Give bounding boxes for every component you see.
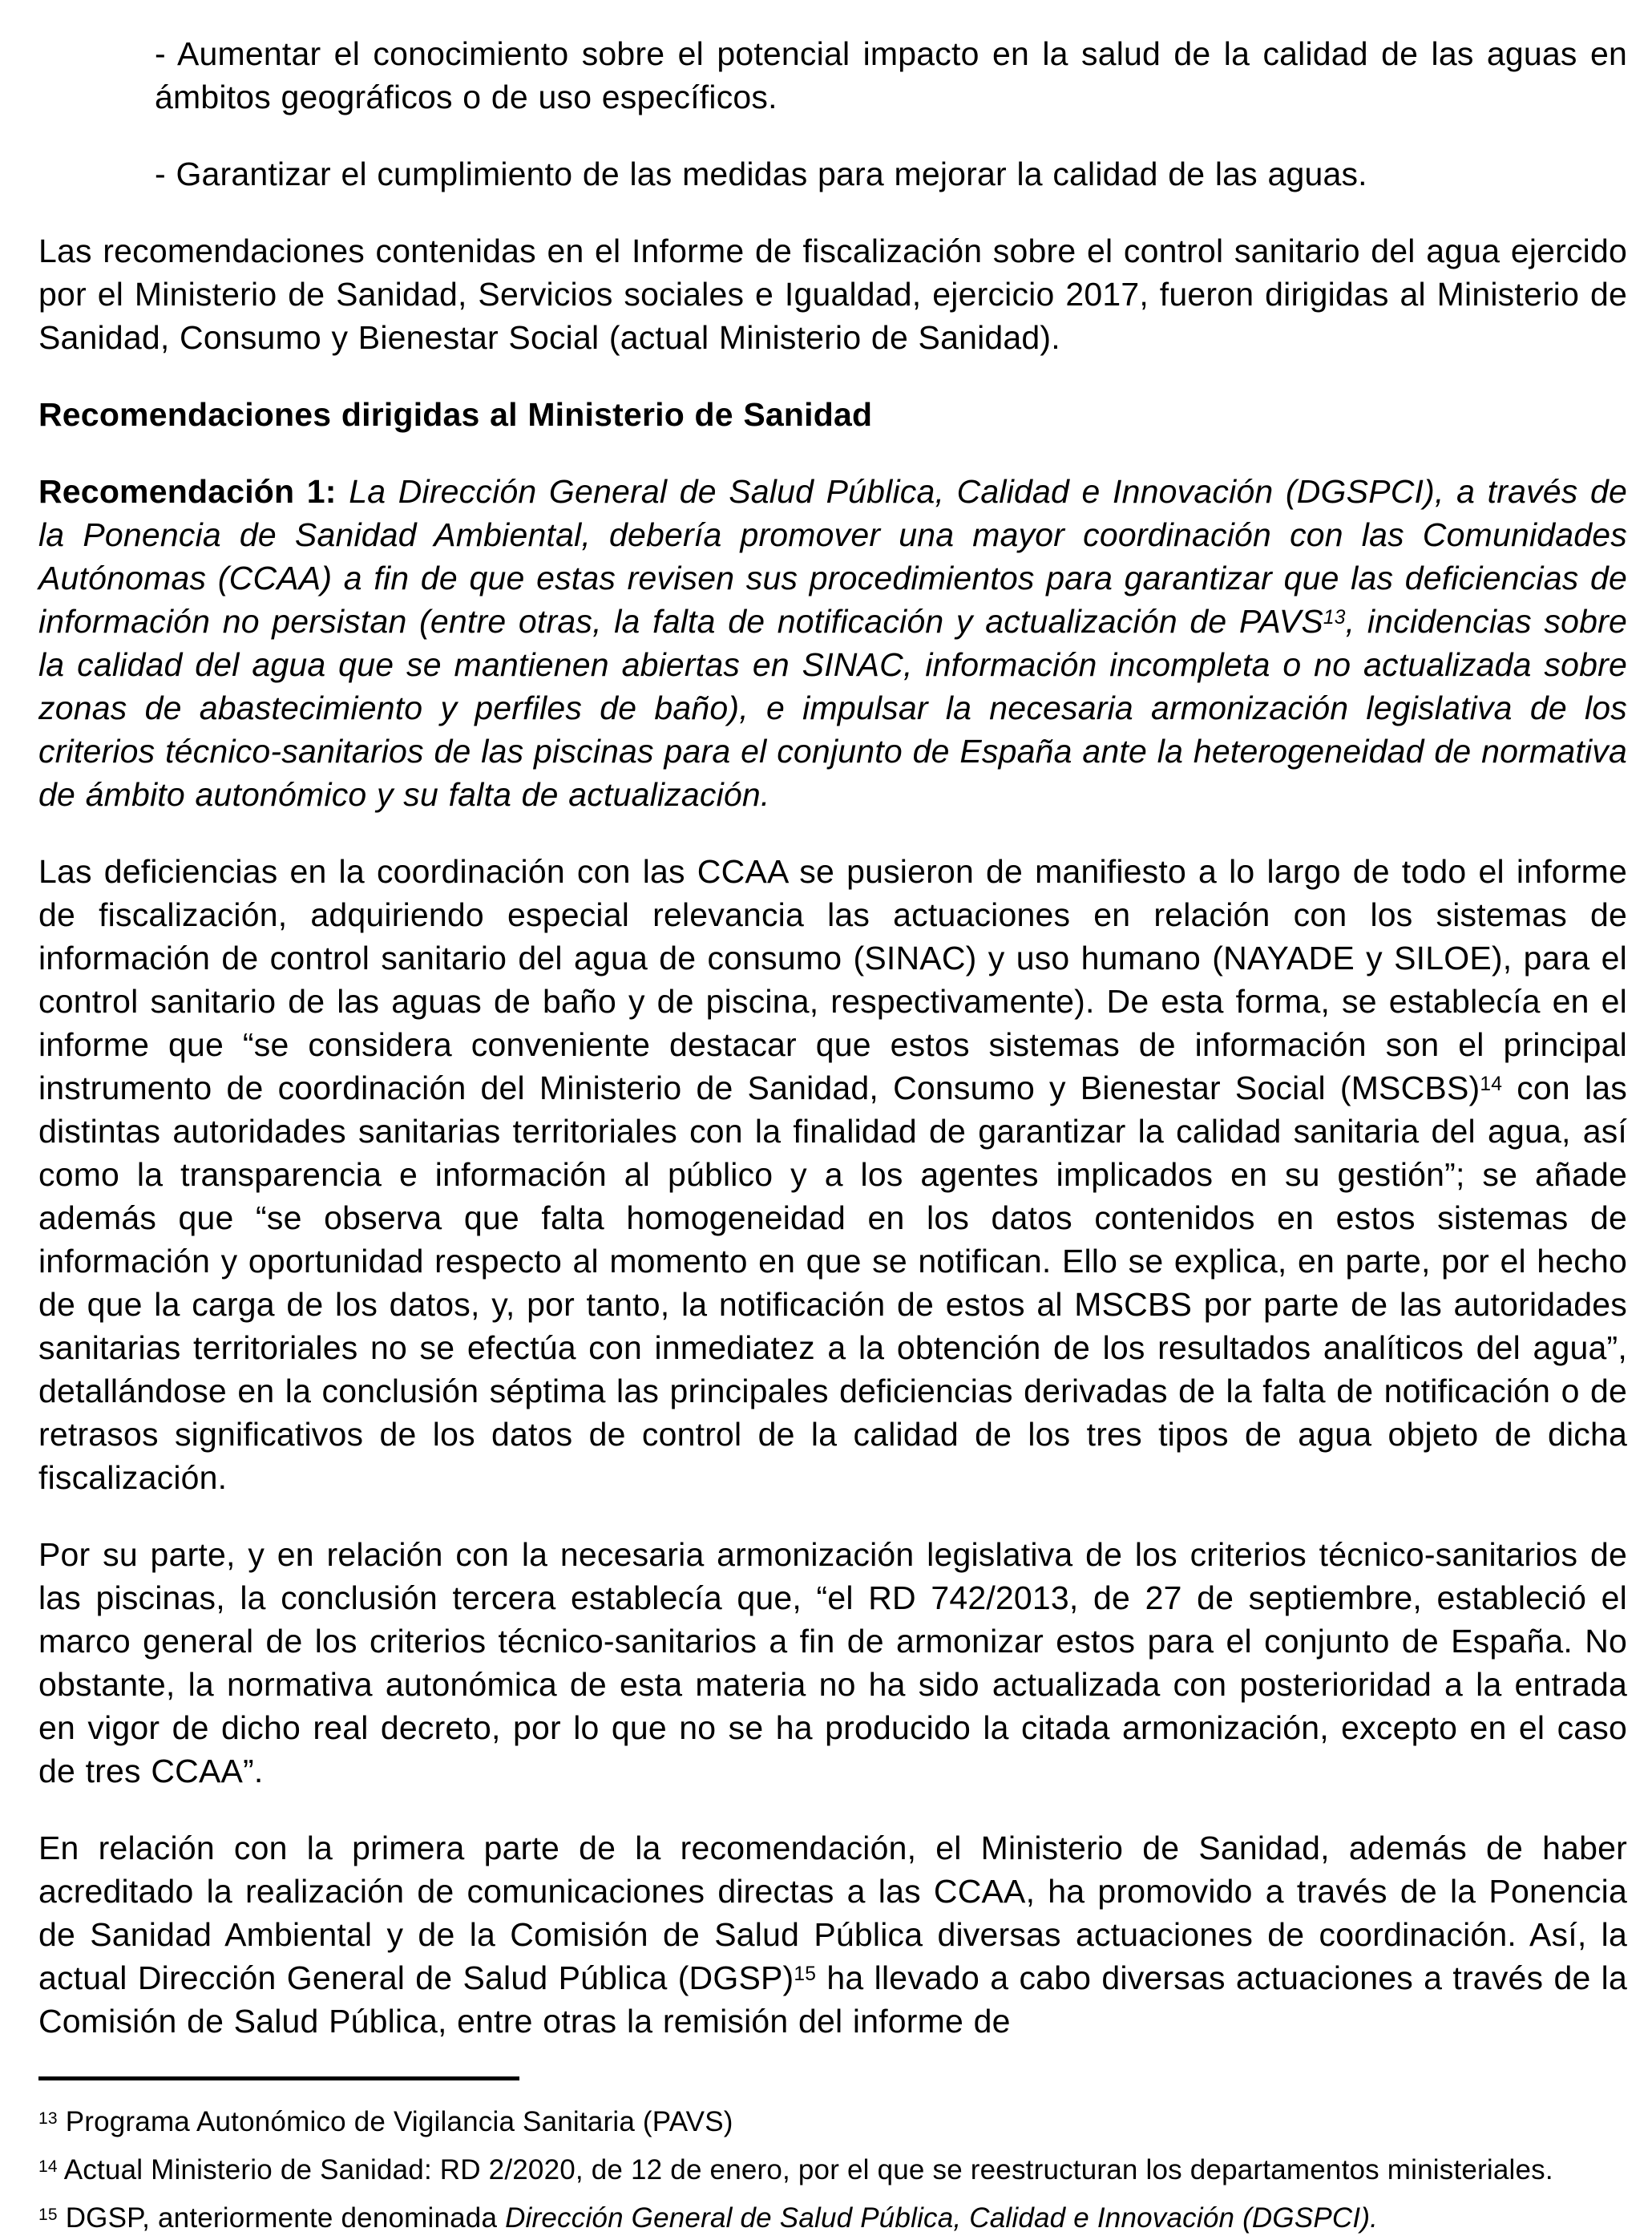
text-run: Dirección General de Salud Pública, Calidad e Innovación (DGSPCI).: [505, 2202, 1379, 2234]
bullet-item-garantizar: [155, 152, 1627, 196]
footnote-reference: 14: [38, 2157, 58, 2176]
footnotes-section: [38, 2076, 1627, 2236]
footnote-reference: 15: [38, 2205, 58, 2224]
text-run: Recomendación 1:: [38, 473, 349, 510]
paragraph-recomendacion-1: [38, 470, 1627, 816]
text-run: En relación con la primera parte de la recomendación, el Ministerio de Sanidad, además de haber acreditado la realización de comunicaciones directas a las CCAA, ha promovido a través de la Ponencia de Sanidad Ambiental y de la Comisión de Salud Pública diversas actuaciones de coordinación. Así, la actual Dirección General de Salud Pública (DGSP): [38, 1830, 1627, 1996]
text-run: ha llevado a cabo diversas actuaciones a través de la Comisión de Salud Pública, entre otras la remisión del informe de: [38, 1959, 1627, 2040]
footnote-15: [38, 2201, 1627, 2236]
text-run: - Garantizar el cumplimiento de las medidas para mejorar la calidad de las aguas.: [155, 156, 1367, 192]
text-run: Programa Autonómico de Vigilancia Sanitaria (PAVS): [57, 2106, 733, 2137]
text-run: Recomendaciones dirigidas al Ministerio de Sanidad: [38, 396, 873, 433]
text-run: Las deficiencias en la coordinación con las CCAA se pusieron de manifiesto a lo largo de todo el informe de fiscalización, adquiriendo especial relevancia las actuaciones en relación con los sistemas de información de control sanitario del agua de consumo (SINAC) y uso humano (NAYADE y SILOE), para el control sanitario de las aguas de baño y de piscina, respectivamente). De esta forma, se establecía en el informe que “se considera conveniente destacar que estos sistemas de información son el principal instrumento de coordinación del Ministerio de Sanidad, Consumo y Bienestar Social (MSCBS): [38, 853, 1627, 1106]
paragraph-recomendaciones-intro: [38, 229, 1627, 359]
footnote-reference: 13: [1323, 606, 1346, 629]
text-run: Por su parte, y en relación con la necesaria armonización legislativa de los criterios técnico-sanitarios de las piscinas, la conclusión tercera establecía que, “el RD 742/2013, de 27 de septiembre, estableció el marco general de los criterios técnico-sanitarios a fin de armonizar estos para el conjunto de España. No obstante, la normativa autonómica de esta materia no ha sido actualizada con posterioridad a la entrada en vigor de dicho real decreto, por lo que no se ha producido la citada armonización, excepto en el caso de tres CCAA”.: [38, 1536, 1627, 1789]
footnote-reference: 15: [794, 1963, 817, 1985]
text-run: Las recomendaciones contenidas en el Informe de fiscalización sobre el control sanitario del agua ejercido por el Ministerio de Sanidad, Servicios sociales e Igualdad, ejercicio 2017, fueron dirigidas al Ministerio de Sanidad, Consumo y Bienestar Social (actual Ministerio de Sanidad).: [38, 232, 1627, 356]
paragraph-por-su-parte: [38, 1533, 1627, 1793]
text-run: Actual Ministerio de Sanidad: RD 2/2020, de 12 de enero, por el que se reestructuran los departamentos ministeriales.: [57, 2154, 1553, 2185]
paragraph-deficiencias-coordinacion: [38, 850, 1627, 1499]
bullet-item-aumentar: [155, 32, 1627, 119]
footnote-reference: 13: [38, 2109, 58, 2128]
document-body: [38, 32, 1627, 2043]
text-run: con las distintas autoridades sanitarias territoriales con la finalidad de garantizar la calidad sanitaria del agua, así como la transparencia e información al público y a los agentes implicados en su gestión”; se añade además que “se observa que falta homogeneidad en los datos contenidos en estos sistemas de información y oportunidad respecto al momento en que se notifican. Ello se explica, en parte, por el hecho de que la carga de los datos, y, por tanto, la notificación de estos al MSCBS por parte de las autoridades sanitarias territoriales no se efectúa con inmediatez a la obtención de los resultados analíticos del agua”, detallándose en la conclusión séptima las principales deficiencias derivadas de la falta de notificación o de retrasos significativos de los datos de control de la calidad de los tres tipos de agua objeto de dicha fiscalización.: [38, 1069, 1628, 1496]
text-run: La Dirección General de Salud Pública, Calidad e Innovación (DGSPCI), a través de la Ponencia de Sanidad Ambiental, debería promover una mayor coordinación con las Comunidades Autónomas (CCAA) a fin de que estas revisen sus procedimientos para garantizar que las deficiencias de información no persistan (entre otras, la falta de notificación y actualización de PAVS: [38, 473, 1627, 640]
heading-recomendaciones-ministerio: [38, 393, 1627, 436]
footnote-13: [38, 2105, 1627, 2140]
footnote-reference: 14: [1480, 1073, 1503, 1095]
text-run: DGSP, anteriormente denominada: [57, 2202, 506, 2234]
text-run: - Aumentar el conocimiento sobre el potencial impacto en la salud de la calidad de las aguas en ámbitos geográficos o de uso específicos.: [155, 35, 1627, 115]
footnote-separator: [38, 2076, 519, 2080]
paragraph-en-relacion-primera-parte: [38, 1826, 1627, 2043]
text-run: , incidencias sobre la calidad del agua que se mantienen abiertas en SINAC, información incompleta o no actualizada sobre zonas de abastecimiento y perfiles de baño), e impulsar la necesaria armonización legislativa de los criterios técnico-sanitarios de las piscinas para el conjunto de España ante la heterogeneidad de normativa de ámbito autonómico y su falta de actualización.: [38, 603, 1627, 813]
footnote-14: [38, 2153, 1627, 2188]
